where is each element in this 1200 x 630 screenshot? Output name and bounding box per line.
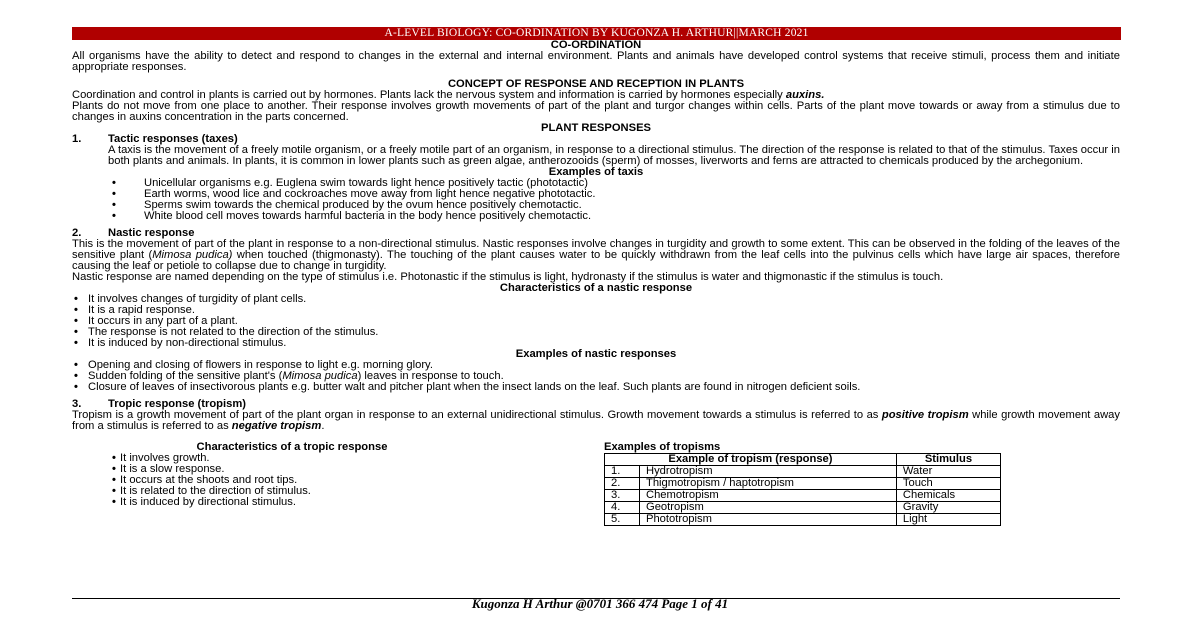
header-banner: A-LEVEL BIOLOGY: CO-ORDINATION BY KUGONZA H. ARTHUR||MARCH 2021 xyxy=(72,27,1121,40)
nastic-p1-b: when touched (thigmonasty). The touching of the plant causes water to be quickly withdrawn from the leaf cells into the pulvinus cells which have large air spaces, therefore causing the leaf or petiole to collapse due to change in turgidity. xyxy=(72,249,1120,272)
tropism-table xyxy=(604,453,1001,526)
table-cell: Phototropism xyxy=(640,514,897,526)
tropism-examples xyxy=(604,442,1120,526)
nastic-number: 2. xyxy=(72,227,82,239)
intro-paragraph: All organisms have the ability to detect and respond to changes in the external and internal environment. Plants and animals have developed control systems that receive stimuli, process them and initiate appropriate responses. xyxy=(72,50,1120,73)
table-row xyxy=(605,478,1001,490)
tropic-characteristics-list xyxy=(72,453,512,508)
nastic-paragraph-2: Nastic response are named depending on the type of stimulus i.e. Photonastic if the stimulus is light, hydronasty if the stimulus is water and thigmonastic if the stimulus is touch. xyxy=(72,271,944,283)
table-cell: 5. xyxy=(605,514,640,526)
list-item: • It is a rapid response. xyxy=(72,305,1120,316)
list-item: • It is a slow response. xyxy=(72,464,512,475)
list-item: • It occurs at the shoots and root tips. xyxy=(72,475,512,486)
tropic-p-b: while growth movement away from a stimulus is referred to as xyxy=(72,409,1120,432)
concept-title: CONCEPT OF RESPONSE AND RECEPTION IN PLANTS xyxy=(447,78,745,90)
nastic-characteristics-list xyxy=(72,294,1120,349)
taxes-examples-title: Examples of taxis xyxy=(548,166,644,178)
list-item: • Opening and closing of flowers in response to light e.g. morning glory. xyxy=(72,360,1120,371)
ex2-a: Sudden folding of the sensitive plant's ( xyxy=(88,370,283,382)
tropic-characteristics xyxy=(72,442,512,526)
table-cell: 4. xyxy=(605,502,640,514)
taxes-heading-text: Tactic responses (taxes) xyxy=(108,133,238,145)
nastic-examples-title: Examples of nastic responses xyxy=(515,348,677,360)
table-cell: Hydrotropism xyxy=(640,466,897,478)
plant-responses-title: PLANT RESPONSES xyxy=(540,122,652,134)
tropic-p-a: Tropism is a growth movement of part of the plant organ in response to an external unidirectional stimulus. Growth movement towards a stimulus is referred to as xyxy=(72,409,882,421)
list-item: • It involves changes of turgidity of plant cells. xyxy=(72,294,1120,305)
table-row xyxy=(605,514,1001,526)
list-item: • It is induced by non-directional stimulus. xyxy=(72,338,1120,349)
table-cell: Geotropism xyxy=(640,502,897,514)
concept-p1-text: Coordination and control in plants is carried out by hormones. Plants lack the nervous system and information is carried by hormones especially xyxy=(72,89,786,101)
table-header: Stimulus xyxy=(896,454,1000,466)
table-cell: Thigmotropism / haptotropism xyxy=(640,478,897,490)
table-row xyxy=(605,502,1001,514)
table-cell: Chemotropism xyxy=(640,490,897,502)
tropic-characteristics-title: Characteristics of a tropic response xyxy=(196,441,388,453)
table-header-row xyxy=(605,454,1001,466)
taxes-number: 1. xyxy=(72,133,82,145)
intro-title: CO-ORDINATION xyxy=(550,39,642,51)
tropic-p-c: . xyxy=(321,420,325,432)
table-cell: 1. xyxy=(605,466,640,478)
table-cell: 2. xyxy=(605,478,640,490)
concept-paragraph-2: Plants do not move from one place to another. Their response involves growth movements of part of the plant and turgor changes within cells. Parts of the plant move towards or away from a stimulus due to changes in auxins concentration in the parts concerned. xyxy=(72,100,1120,123)
nastic-characteristics-title: Characteristics of a nastic response xyxy=(499,282,693,294)
auxins-term: auxins. xyxy=(785,89,825,101)
table-row xyxy=(605,466,1001,478)
positive-tropism-term: positive tropism xyxy=(881,409,969,421)
mimosa-term-2: Mimosa pudica xyxy=(282,370,358,382)
tropic-heading-text: Tropic response (tropism) xyxy=(108,398,247,410)
list-item: • Closure of leaves of insectivorous plants e.g. butter walt and pitcher plant when the insect lands on the leaf. Such plants are found in nitrogen deficient soils. xyxy=(72,382,1120,393)
taxes-examples-list xyxy=(72,178,1120,222)
nastic-p1-a: This is the movement of part of the plant in response to a non-directional stimulus. Nastic responses involve changes in turgidity and growth to some extent. This can be observed in the folding of the leaves of the sensitive plant ( xyxy=(72,238,1120,261)
mimosa-term: Mimosa pudica) xyxy=(152,249,233,261)
list-item: • It involves growth. xyxy=(72,453,512,464)
nastic-paragraph-1 xyxy=(72,239,1120,272)
table-row xyxy=(605,490,1001,502)
table-cell: Chemicals xyxy=(896,490,1000,502)
tropic-paragraph xyxy=(72,410,1120,432)
list-item: • Unicellular organisms e.g. Euglena swim towards light hence positively tactic (phototactic) xyxy=(72,178,1120,189)
table-cell: Touch xyxy=(896,478,1000,490)
taxes-paragraph: A taxis is the movement of a freely motile organism, or a freely motile part of an organism, in response to a directional stimulus. The direction of the response is related to that of the stimulus. Taxes occur in both plants and animals. In plants, it is common in lower plants such as green algae, antherozooids (sperm) of mosses, liverworts and ferns are attracted to chemicals produced by the archegonium. xyxy=(108,144,1120,167)
nastic-examples-list xyxy=(72,360,1120,393)
tropic-number: 3. xyxy=(72,398,82,410)
tropic-columns xyxy=(72,442,1120,526)
ex2-b: ) leaves in response to touch. xyxy=(357,370,504,382)
list-item: • Sperms swim towards the chemical produced by the ovum hence positively chemotactic. xyxy=(72,200,1120,211)
table-cell: Light xyxy=(896,514,1000,526)
nastic-heading-text: Nastic response xyxy=(108,227,195,239)
page-content xyxy=(72,40,1120,526)
table-cell: Water xyxy=(896,466,1000,478)
list-item: • Earth worms, wood lice and cockroaches move away from light hence negative phototactic. xyxy=(72,189,1120,200)
list-item: • White blood cell moves towards harmful bacteria in the body hence positively chemotactic. xyxy=(72,211,1120,222)
list-item: • It occurs in any part of a plant. xyxy=(72,316,1120,327)
table-header: Example of tropism (response) xyxy=(605,454,897,466)
table-cell: Gravity xyxy=(896,502,1000,514)
tropism-table-title: Examples of tropisms xyxy=(604,441,721,453)
list-item: • It is induced by directional stimulus. xyxy=(72,497,512,508)
list-item: • The response is not related to the direction of the stimulus. xyxy=(72,327,1120,338)
list-item: • It is related to the direction of stimulus. xyxy=(72,486,512,497)
page-footer: Kugonza H Arthur @0701 366 474 Page 1 of 41 xyxy=(471,596,729,611)
negative-tropism-term: negative tropism xyxy=(231,420,322,432)
table-cell: 3. xyxy=(605,490,640,502)
